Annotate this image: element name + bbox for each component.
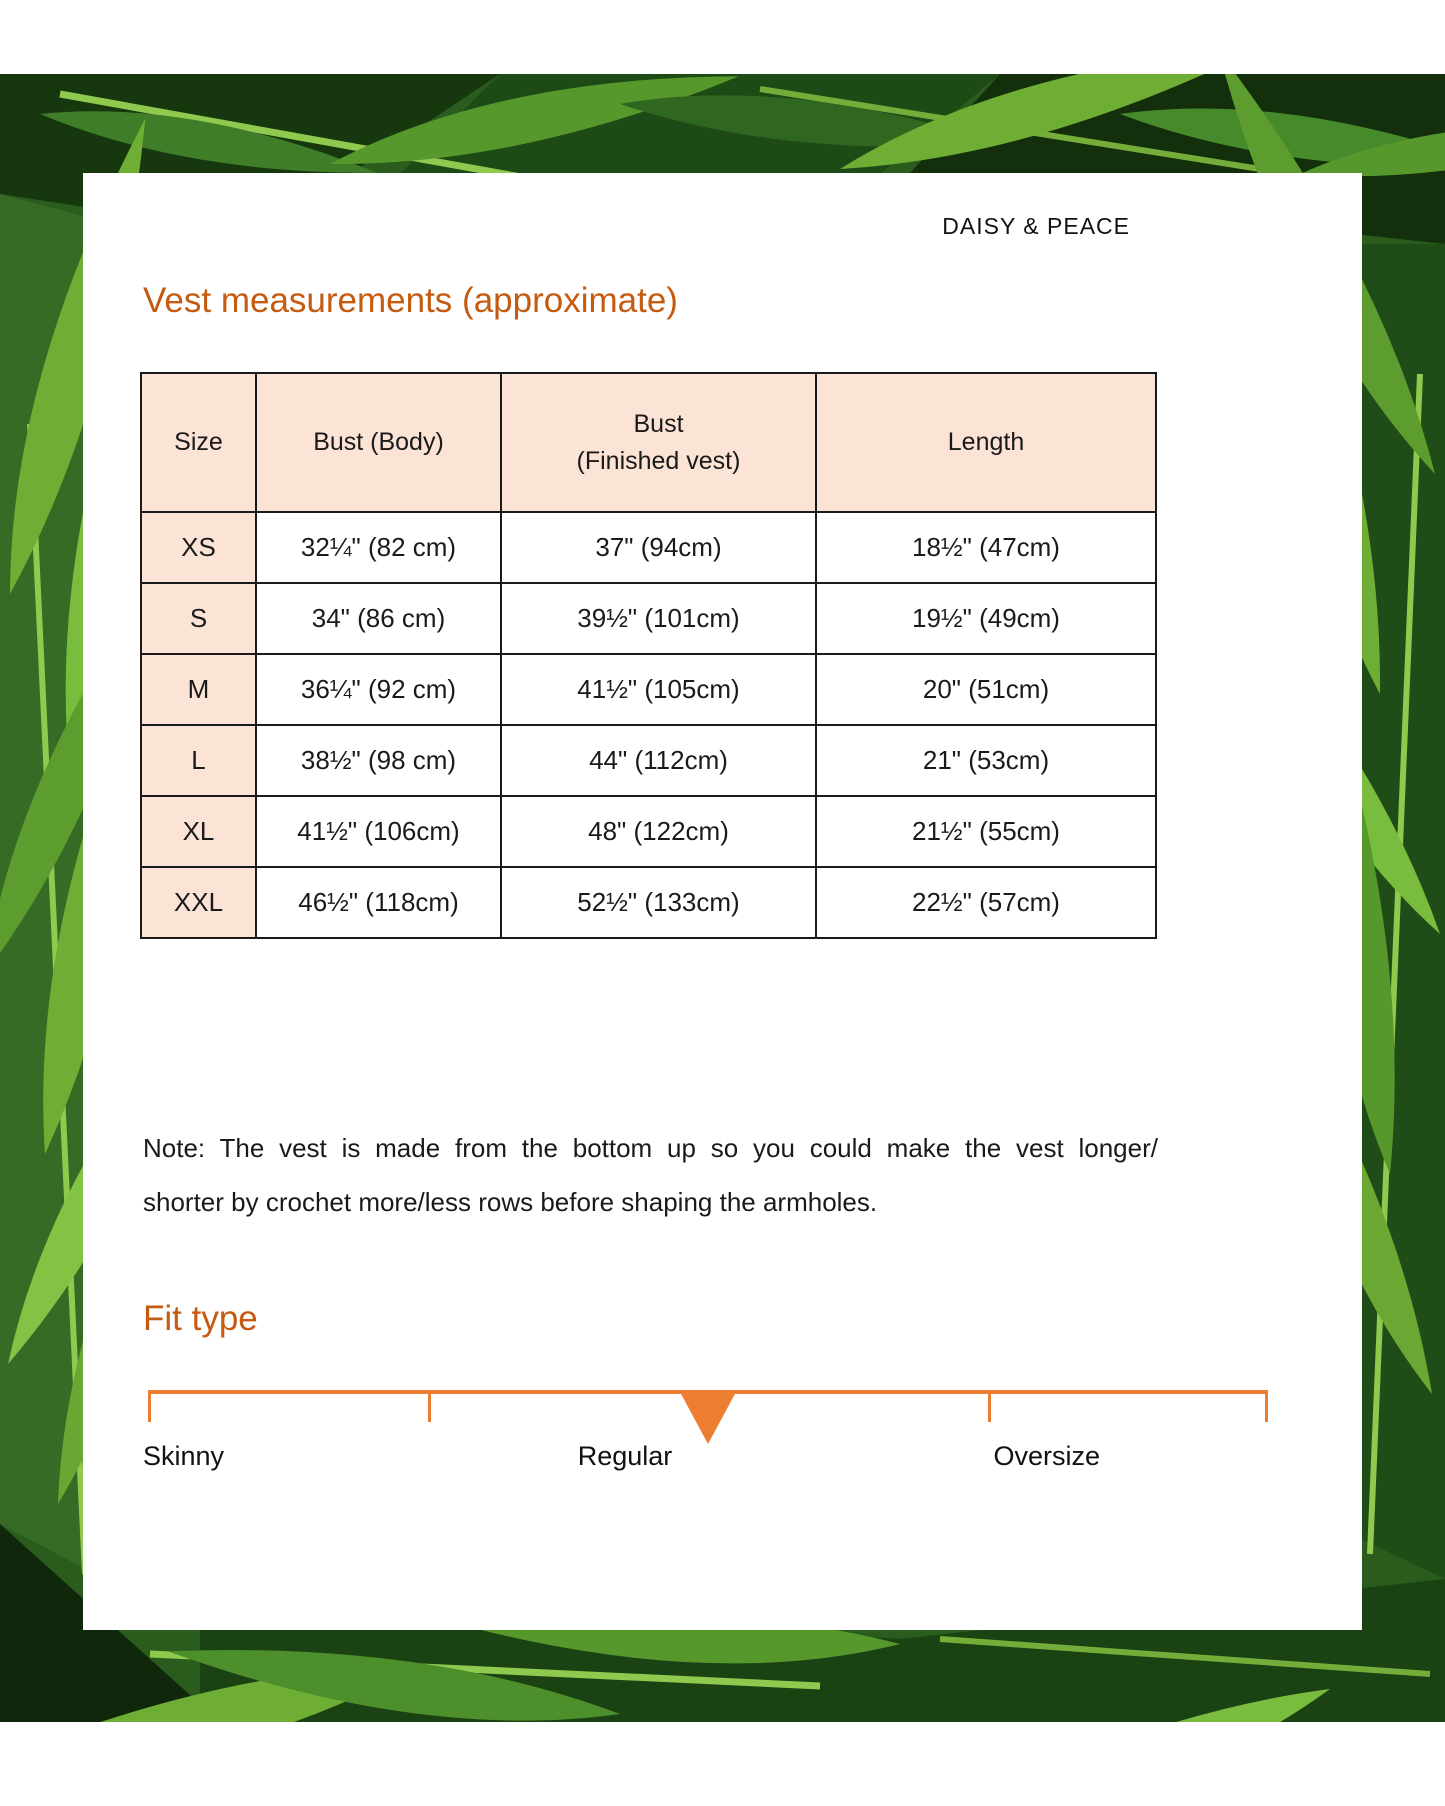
table-row	[141, 796, 1156, 867]
cell-bust-body: 46½" (118cm)	[256, 867, 501, 938]
fit-scale-tick	[428, 1392, 431, 1422]
cell-bust-body: 34" (86 cm)	[256, 583, 501, 654]
note-text	[143, 1121, 1158, 1229]
header-bust-vest	[501, 373, 816, 512]
table-row	[141, 512, 1156, 583]
fit-type-heading: Fit type	[143, 1299, 258, 1338]
brand-text: DAISY & PEACE	[942, 213, 1130, 239]
table-row	[141, 867, 1156, 938]
fit-scale-tick	[148, 1392, 151, 1422]
cell-size: S	[141, 583, 256, 654]
cell-bust-vest: 52½" (133cm)	[501, 867, 816, 938]
cell-length: 22½" (57cm)	[816, 867, 1156, 938]
header-bust-vest-sublabel: (Finished vest)	[576, 446, 741, 475]
cell-bust-body: 36¼" (92 cm)	[256, 654, 501, 725]
fit-scale-tick	[988, 1392, 991, 1422]
page-title: Vest measurements (approximate)	[143, 281, 678, 320]
header-length-label: Length	[947, 428, 1025, 456]
fit-scale-tick	[1265, 1392, 1268, 1422]
cell-length: 21½" (55cm)	[816, 796, 1156, 867]
cell-length: 19½" (49cm)	[816, 583, 1156, 654]
fit-label-regular: Regular	[577, 1441, 673, 1471]
cell-bust-body: 41½" (106cm)	[256, 796, 501, 867]
fit-label-skinny: Skinny	[143, 1441, 225, 1471]
fit-label-oversize: Oversize	[993, 1441, 1100, 1471]
cell-size: L	[141, 725, 256, 796]
cell-length: 18½" (47cm)	[816, 512, 1156, 583]
cell-bust-vest: 39½" (101cm)	[501, 583, 816, 654]
cell-size: XS	[141, 512, 256, 583]
table-row	[141, 654, 1156, 725]
cell-bust-vest: 48" (122cm)	[501, 796, 816, 867]
header-bust-body-label: Bust (Body)	[313, 428, 444, 456]
cell-bust-body: 38½" (98 cm)	[256, 725, 501, 796]
table-row	[141, 725, 1156, 796]
cell-length: 21" (53cm)	[816, 725, 1156, 796]
header-size	[141, 373, 256, 512]
cell-length: 20" (51cm)	[816, 654, 1156, 725]
cell-bust-vest: 41½" (105cm)	[501, 654, 816, 725]
fit-scale	[148, 1390, 1268, 1460]
cell-size: XXL	[141, 867, 256, 938]
measurements-table	[140, 372, 1157, 939]
note-line-1: Note: The vest is made from the bottom up so you could make the vest longer/	[143, 1133, 1158, 1163]
header-bust-body	[256, 373, 501, 512]
table-header-row	[141, 373, 1156, 512]
cell-bust-vest: 44" (112cm)	[501, 725, 816, 796]
note-line-2: shorter by crochet more/less rows before shaping the armholes.	[143, 1187, 878, 1217]
page-card	[83, 173, 1362, 1630]
header-length	[816, 373, 1156, 512]
cell-bust-vest: 37" (94cm)	[501, 512, 816, 583]
header-size-label: Size	[174, 428, 223, 456]
cell-bust-body: 32¼" (82 cm)	[256, 512, 501, 583]
header-bust-vest-label: Bust	[633, 409, 684, 438]
table-row	[141, 583, 1156, 654]
fit-marker-triangle-icon	[680, 1392, 736, 1444]
cell-size: M	[141, 654, 256, 725]
cell-size: XL	[141, 796, 256, 867]
